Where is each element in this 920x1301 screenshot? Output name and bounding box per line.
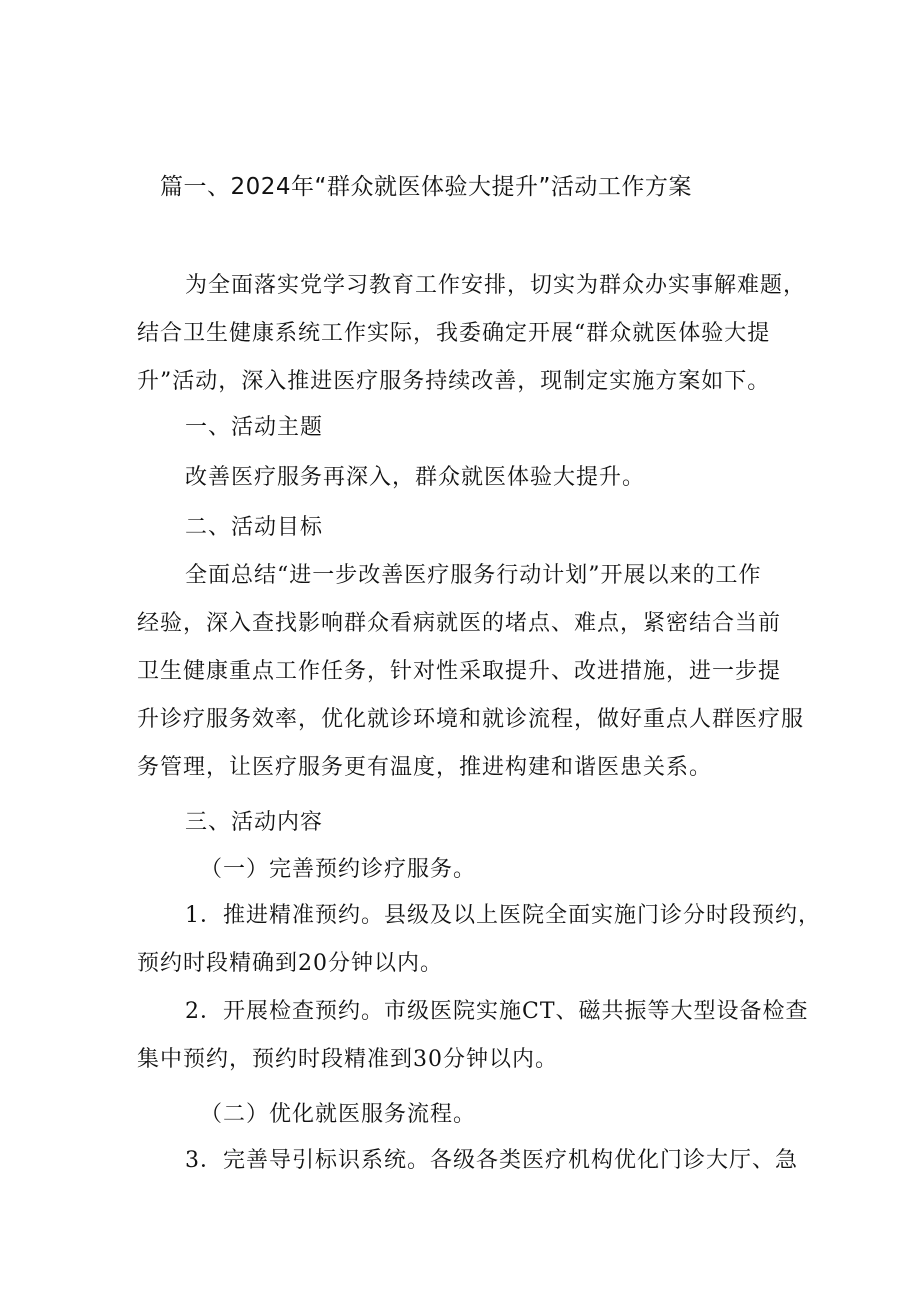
document-title: 篇一、2024年“群众就医体验大提升”活动工作方案: [160, 174, 692, 200]
item1-line: 预约时段精确到20分钟以内。: [137, 951, 443, 976]
intro-line: 升”活动，深入推进医疗服务持续改善，现制定实施方案如下。: [137, 369, 771, 394]
section3-heading: 三、活动内容: [185, 810, 324, 835]
intro-paragraph: [137, 262, 807, 406]
section1-text: 改善医疗服务再深入，群众就医体验大提升。: [185, 465, 646, 490]
section2-line: 卫生健康重点工作任务，针对性采取提升、改进措施，进一步提: [137, 659, 782, 684]
item2-line: 集中预约，预约时段精准到30分钟以内。: [137, 1047, 558, 1072]
item3-paragraph: [137, 1137, 797, 1185]
intro-line: 结合卫生健康系统工作实际，我委确定开展“群众就医体验大提: [137, 321, 771, 346]
item2-paragraph: [137, 988, 809, 1084]
section2-paragraph: [137, 552, 805, 792]
section2-line: 升诊疗服务效率，优化就诊环境和就诊流程，做好重点人群医疗服: [137, 707, 805, 732]
item3-line: 3．完善导引标识系统。各级各类医疗机构优化门诊大厅、急: [185, 1148, 798, 1173]
item2-line: 2．开展检查预约。市级医院实施CT、磁共振等大型设备检查: [185, 999, 809, 1024]
section2-heading: 二、活动目标: [185, 515, 324, 540]
section2-line: 务管理，让医疗服务更有温度，推进构建和谐医患关系。: [137, 755, 713, 780]
item1-line: 1．推进精准预约。县级及以上医院全面实施门诊分时段预约，: [185, 903, 821, 928]
item1-paragraph: [137, 892, 821, 988]
section2-line: 全面总结“进一步改善医疗服务行动计划”开展以来的工作: [185, 563, 762, 588]
subsection1-heading: （一）完善预约诊疗服务。: [200, 857, 477, 882]
section1-heading: 一、活动主题: [185, 415, 324, 440]
section2-line: 经验，深入查找影响群众看病就医的堵点、难点，紧密结合当前: [137, 611, 782, 636]
intro-line: 为全面落实党学习教育工作安排，切实为群众办实事解难题，: [185, 273, 807, 298]
subsection2-heading: （二）优化就医服务流程。: [200, 1102, 477, 1127]
